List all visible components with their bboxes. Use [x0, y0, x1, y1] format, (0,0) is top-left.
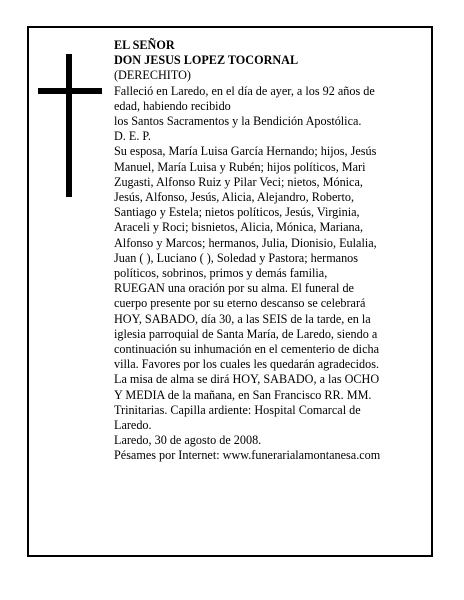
notice-line: HOY, SABADO, día 30, a las SEIS de la tarde, en la [114, 311, 371, 326]
notice-line: Trinitarias. Capilla ardiente: Hospital Comarcal de [114, 402, 361, 417]
notice-line: edad, habiendo recibido [114, 98, 231, 113]
obituary-text [114, 38, 424, 464]
notice-line: iglesia parroquial de Santa María, de Laredo, siendo a [114, 326, 378, 341]
notice-line: Manuel, María Luisa y Rubén; hijos políticos, Mari [114, 159, 366, 174]
notice-line: políticos, sobrinos, primos y demás familia, [114, 266, 328, 281]
notice-line: Falleció en Laredo, en el día de ayer, a los 92 años de [114, 83, 375, 98]
notice-line: los Santos Sacramentos y la Bendición Apostólica. [114, 114, 362, 129]
notice-line: D. E. P. [114, 129, 151, 144]
notice-line: Zugasti, Alfonso Ruiz y Pilar Veci; nietos, Mónica, [114, 174, 363, 189]
notice-line: Pésames por Internet: www.funerarialamontanesa.com [114, 448, 381, 463]
notice-line: Y MEDIA de la mañana, en San Francisco RR. MM. [114, 387, 372, 402]
cross-horizontal-bar [38, 88, 102, 94]
notice-line: Laredo. [114, 418, 152, 433]
notice-line: continuación su inhumación en el cementerio de dicha [114, 342, 379, 357]
notice-line: Juan ( ), Luciano ( ), Soledad y Pastora; hermanos [114, 250, 359, 265]
notice-line: Jesús, Alfonso, Jesús, Alicia, Alejandro, Roberto, [114, 190, 355, 205]
notice-line: La misa de alma se dirá HOY, SABADO, a las OCHO [114, 372, 380, 387]
latin-cross-icon [38, 54, 102, 197]
notice-line: RUEGAN una oración por su alma. El funeral de [114, 281, 354, 296]
cross-vertical-bar [66, 54, 72, 197]
notice-line: Santiago y Estela; nietos políticos, Jesús, Virginia, [114, 205, 360, 220]
notice-line: Laredo, 30 de agosto de 2008. [114, 433, 262, 448]
notice-line: Su esposa, María Luisa García Hernando; hijos, Jesús [114, 144, 377, 159]
notice-line: Alfonso y Marcos; hermanos, Julia, Dionisio, Eulalia, [114, 235, 377, 250]
notice-line: Araceli y Roci; bisnietos, Alicia, Mónica, Mariana, [114, 220, 364, 235]
notice-line: (DERECHITO) [114, 68, 191, 83]
notice-line: EL SEÑOR [114, 38, 175, 52]
notice-line: villa. Favores por los cuales les quedarán agradecidos. [114, 357, 379, 372]
notice-line: cuerpo presente por su eterno descanso se celebrará [114, 296, 366, 311]
notice-line: DON JESUS LOPEZ TOCORNAL [114, 53, 299, 68]
